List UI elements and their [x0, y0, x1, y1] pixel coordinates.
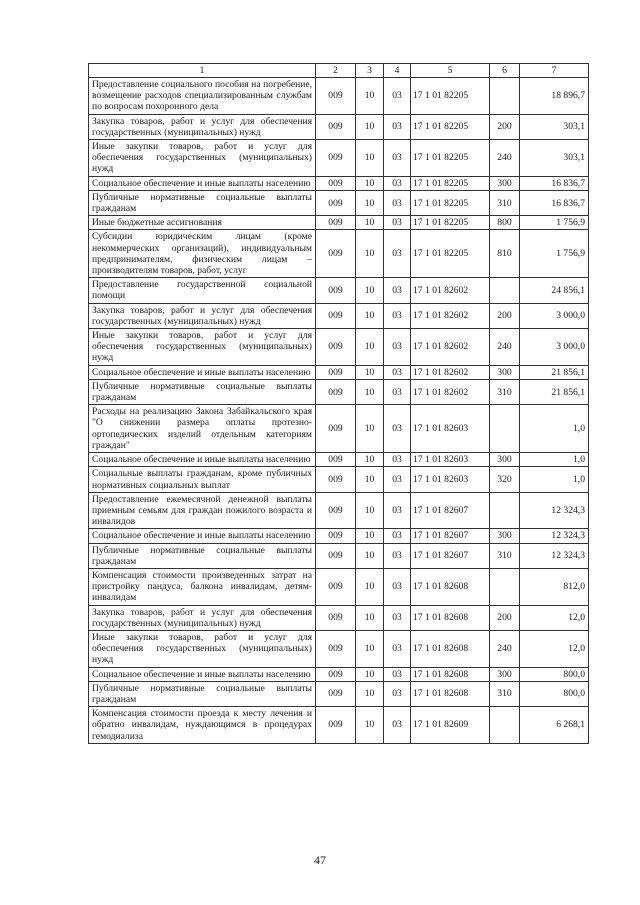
row-target-article: 17 1 01 82607 — [411, 492, 490, 529]
row-ved-code: 009 — [316, 681, 356, 706]
table-row — [89, 329, 589, 366]
table-row — [89, 667, 589, 681]
row-expense-type: 240 — [490, 140, 520, 177]
table-row — [89, 78, 589, 115]
row-target-article: 17 1 01 82602 — [411, 303, 490, 328]
row-ved-code: 009 — [316, 303, 356, 328]
row-section-code: 10 — [356, 453, 384, 467]
row-subsection-code: 03 — [384, 216, 411, 230]
row-name: Социальное обеспечение и иные выплаты населению — [89, 365, 316, 379]
row-amount: 21 856,1 — [520, 365, 589, 379]
row-section-code: 10 — [356, 278, 384, 303]
row-expense-type: 300 — [490, 453, 520, 467]
row-expense-type: 800 — [490, 216, 520, 230]
row-target-article: 17 1 01 82608 — [411, 681, 490, 706]
row-ved-code: 009 — [316, 379, 356, 404]
row-target-article: 17 1 01 82205 — [411, 216, 490, 230]
row-section-code: 10 — [356, 78, 384, 115]
row-amount: 16 836,7 — [520, 176, 589, 190]
row-amount: 12,0 — [520, 630, 589, 667]
row-section-code: 10 — [356, 667, 384, 681]
row-target-article: 17 1 01 82607 — [411, 529, 490, 543]
table-row — [89, 303, 589, 328]
table-row — [89, 630, 589, 667]
row-name: Иные закупки товаров, работ и услуг для обеспечения государственных (муниципальных) нужд — [89, 329, 316, 366]
row-amount: 3 000,0 — [520, 303, 589, 328]
row-target-article: 17 1 01 82205 — [411, 140, 490, 177]
row-name: Компенсация стоимости проезда к месту лечения и обратно инвалидам, нуждающимся в процедурах гемодиализа — [89, 707, 316, 744]
row-target-article: 17 1 01 82205 — [411, 114, 490, 139]
row-amount: 1,0 — [520, 453, 589, 467]
page-number: 47 — [314, 853, 326, 867]
row-name: Социальное обеспечение и иные выплаты населению — [89, 529, 316, 543]
row-section-code: 10 — [356, 303, 384, 328]
row-expense-type: 310 — [490, 379, 520, 404]
row-subsection-code: 03 — [384, 467, 411, 492]
row-expense-type: 300 — [490, 365, 520, 379]
row-expense-type: 200 — [490, 303, 520, 328]
row-amount: 1 756,9 — [520, 230, 589, 278]
header-cell-5: 5 — [411, 64, 490, 78]
row-amount: 1,0 — [520, 467, 589, 492]
row-section-code: 10 — [356, 365, 384, 379]
table-row — [89, 140, 589, 177]
header-cell-7: 7 — [520, 64, 589, 78]
row-section-code: 10 — [356, 114, 384, 139]
row-target-article: 17 1 01 82608 — [411, 568, 490, 605]
table-row — [89, 492, 589, 529]
row-section-code: 10 — [356, 568, 384, 605]
row-name: Публичные нормативные социальные выплаты гражданам — [89, 379, 316, 404]
row-amount: 24 856,1 — [520, 278, 589, 303]
row-expense-type — [490, 707, 520, 744]
row-name: Публичные нормативные социальные выплаты гражданам — [89, 681, 316, 706]
row-name: Предоставление социального пособия на погребение, возмещение расходов специализированным службам по вопросам похоронного дела — [89, 78, 316, 115]
row-subsection-code: 03 — [384, 529, 411, 543]
row-expense-type: 310 — [490, 190, 520, 215]
row-section-code: 10 — [356, 630, 384, 667]
row-name: Предоставление государственной социальной помощи — [89, 278, 316, 303]
row-name: Социальное обеспечение и иные выплаты населению — [89, 667, 316, 681]
row-subsection-code: 03 — [384, 78, 411, 115]
row-expense-type: 310 — [490, 543, 520, 568]
row-name: Иные закупки товаров, работ и услуг для обеспечения государственных (муниципальных) нужд — [89, 140, 316, 177]
row-ved-code: 009 — [316, 190, 356, 215]
row-target-article: 17 1 01 82609 — [411, 707, 490, 744]
row-ved-code: 009 — [316, 467, 356, 492]
row-subsection-code: 03 — [384, 329, 411, 366]
row-amount: 303,1 — [520, 114, 589, 139]
row-target-article: 17 1 01 82603 — [411, 405, 490, 453]
row-expense-type — [490, 568, 520, 605]
row-expense-type: 310 — [490, 681, 520, 706]
row-section-code: 10 — [356, 329, 384, 366]
table-row — [89, 605, 589, 630]
row-target-article: 17 1 01 82205 — [411, 78, 490, 115]
row-expense-type: 240 — [490, 630, 520, 667]
row-ved-code: 009 — [316, 630, 356, 667]
row-amount: 1,0 — [520, 405, 589, 453]
row-subsection-code: 03 — [384, 453, 411, 467]
row-amount: 18 896,7 — [520, 78, 589, 115]
row-ved-code: 009 — [316, 492, 356, 529]
row-amount: 12 324,3 — [520, 543, 589, 568]
row-subsection-code: 03 — [384, 492, 411, 529]
row-amount: 1 756,9 — [520, 216, 589, 230]
row-name: Субсидии юридическим лицам (кроме некоммерческих организаций), индивидуальным предпринимателям, физическим лицам – производителям товаров, работ, услуг — [89, 230, 316, 278]
row-section-code: 10 — [356, 543, 384, 568]
row-amount: 6 268,1 — [520, 707, 589, 744]
row-target-article: 17 1 01 82602 — [411, 278, 490, 303]
header-cell-3: 3 — [356, 64, 384, 78]
row-subsection-code: 03 — [384, 405, 411, 453]
row-section-code: 10 — [356, 176, 384, 190]
table-body — [89, 78, 589, 744]
row-subsection-code: 03 — [384, 176, 411, 190]
row-amount: 12 324,3 — [520, 529, 589, 543]
row-target-article: 17 1 01 82603 — [411, 467, 490, 492]
table-row — [89, 707, 589, 744]
row-expense-type — [490, 278, 520, 303]
row-ved-code: 009 — [316, 78, 356, 115]
table-row — [89, 114, 589, 139]
row-name: Предоставление ежемесячной денежной выплаты приемным семьям для граждан пожилого возраста и инвалидов — [89, 492, 316, 529]
row-section-code: 10 — [356, 681, 384, 706]
row-amount: 303,1 — [520, 140, 589, 177]
table-row — [89, 405, 589, 453]
row-amount: 3 000,0 — [520, 329, 589, 366]
row-ved-code: 009 — [316, 405, 356, 453]
table-row — [89, 568, 589, 605]
table-row — [89, 529, 589, 543]
budget-table — [88, 63, 589, 744]
row-expense-type: 300 — [490, 667, 520, 681]
row-name: Публичные нормативные социальные выплаты гражданам — [89, 190, 316, 215]
row-ved-code: 009 — [316, 605, 356, 630]
row-ved-code: 009 — [316, 568, 356, 605]
row-target-article: 17 1 01 82608 — [411, 667, 490, 681]
row-ved-code: 009 — [316, 114, 356, 139]
header-row — [89, 64, 589, 78]
row-subsection-code: 03 — [384, 365, 411, 379]
row-target-article: 17 1 01 82607 — [411, 543, 490, 568]
row-name: Компенсация стоимости произведенных затрат на пристройку пандуса, балкона инвалидам, детям-инвалидам — [89, 568, 316, 605]
row-expense-type — [490, 78, 520, 115]
table-row — [89, 176, 589, 190]
row-name: Иные закупки товаров, работ и услуг для обеспечения государственных (муниципальных) нужд — [89, 630, 316, 667]
row-subsection-code: 03 — [384, 230, 411, 278]
row-expense-type: 200 — [490, 605, 520, 630]
row-section-code: 10 — [356, 605, 384, 630]
row-section-code: 10 — [356, 467, 384, 492]
row-name: Расходы на реализацию Закона Забайкальского края "О снижении размера оплаты протезно-ортопедических изделий отдельным категориям граждан" — [89, 405, 316, 453]
row-name: Социальные выплаты гражданам, кроме публичных нормативных социальных выплат — [89, 467, 316, 492]
row-section-code: 10 — [356, 230, 384, 278]
table-row — [89, 216, 589, 230]
row-subsection-code: 03 — [384, 630, 411, 667]
row-section-code: 10 — [356, 379, 384, 404]
row-expense-type: 240 — [490, 329, 520, 366]
row-section-code: 10 — [356, 140, 384, 177]
row-expense-type: 810 — [490, 230, 520, 278]
row-ved-code: 009 — [316, 707, 356, 744]
row-subsection-code: 03 — [384, 605, 411, 630]
header-cell-4: 4 — [384, 64, 411, 78]
row-amount: 812,0 — [520, 568, 589, 605]
row-name: Публичные нормативные социальные выплаты гражданам — [89, 543, 316, 568]
table-row — [89, 190, 589, 215]
row-ved-code: 009 — [316, 329, 356, 366]
row-target-article: 17 1 01 82608 — [411, 630, 490, 667]
row-target-article: 17 1 01 82608 — [411, 605, 490, 630]
table-row — [89, 543, 589, 568]
row-section-code: 10 — [356, 529, 384, 543]
row-amount: 800,0 — [520, 667, 589, 681]
row-name: Социальное обеспечение и иные выплаты населению — [89, 176, 316, 190]
row-target-article: 17 1 01 82602 — [411, 329, 490, 366]
table-row — [89, 467, 589, 492]
row-subsection-code: 03 — [384, 568, 411, 605]
row-amount: 12,0 — [520, 605, 589, 630]
row-target-article: 17 1 01 82205 — [411, 230, 490, 278]
table-row — [89, 453, 589, 467]
row-name: Закупка товаров, работ и услуг для обеспечения государственных (муниципальных) нужд — [89, 114, 316, 139]
row-ved-code: 009 — [316, 230, 356, 278]
row-name: Социальное обеспечение и иные выплаты населению — [89, 453, 316, 467]
row-amount: 16 836,7 — [520, 190, 589, 215]
row-subsection-code: 03 — [384, 707, 411, 744]
row-name: Иные бюджетные ассигнования — [89, 216, 316, 230]
row-subsection-code: 03 — [384, 140, 411, 177]
table-row — [89, 230, 589, 278]
row-expense-type: 300 — [490, 176, 520, 190]
table-row — [89, 681, 589, 706]
row-target-article: 17 1 01 82205 — [411, 176, 490, 190]
header-cell-6: 6 — [490, 64, 520, 78]
row-subsection-code: 03 — [384, 278, 411, 303]
row-expense-type: 300 — [490, 529, 520, 543]
row-section-code: 10 — [356, 216, 384, 230]
row-subsection-code: 03 — [384, 190, 411, 215]
row-subsection-code: 03 — [384, 681, 411, 706]
row-expense-type — [490, 405, 520, 453]
row-subsection-code: 03 — [384, 543, 411, 568]
table-row — [89, 278, 589, 303]
row-ved-code: 009 — [316, 140, 356, 177]
row-ved-code: 009 — [316, 216, 356, 230]
row-ved-code: 009 — [316, 176, 356, 190]
table-row — [89, 379, 589, 404]
row-amount: 21 856,1 — [520, 379, 589, 404]
header-cell-1: 1 — [89, 64, 316, 78]
row-ved-code: 009 — [316, 543, 356, 568]
row-subsection-code: 03 — [384, 114, 411, 139]
row-target-article: 17 1 01 82602 — [411, 365, 490, 379]
row-target-article: 17 1 01 82205 — [411, 190, 490, 215]
row-target-article: 17 1 01 82603 — [411, 453, 490, 467]
row-section-code: 10 — [356, 190, 384, 215]
header-cell-2: 2 — [316, 64, 356, 78]
row-ved-code: 009 — [316, 667, 356, 681]
row-subsection-code: 03 — [384, 379, 411, 404]
row-expense-type: 200 — [490, 114, 520, 139]
row-section-code: 10 — [356, 405, 384, 453]
row-name: Закупка товаров, работ и услуг для обеспечения государственных (муниципальных) нужд — [89, 303, 316, 328]
table-row — [89, 365, 589, 379]
row-amount: 800,0 — [520, 681, 589, 706]
row-expense-type — [490, 492, 520, 529]
row-amount: 12 324,3 — [520, 492, 589, 529]
row-subsection-code: 03 — [384, 303, 411, 328]
row-name: Закупка товаров, работ и услуг для обеспечения государственных (муниципальных) нужд — [89, 605, 316, 630]
row-section-code: 10 — [356, 707, 384, 744]
row-section-code: 10 — [356, 492, 384, 529]
row-subsection-code: 03 — [384, 667, 411, 681]
row-expense-type: 320 — [490, 467, 520, 492]
row-ved-code: 009 — [316, 453, 356, 467]
row-target-article: 17 1 01 82602 — [411, 379, 490, 404]
row-ved-code: 009 — [316, 278, 356, 303]
row-ved-code: 009 — [316, 365, 356, 379]
row-ved-code: 009 — [316, 529, 356, 543]
